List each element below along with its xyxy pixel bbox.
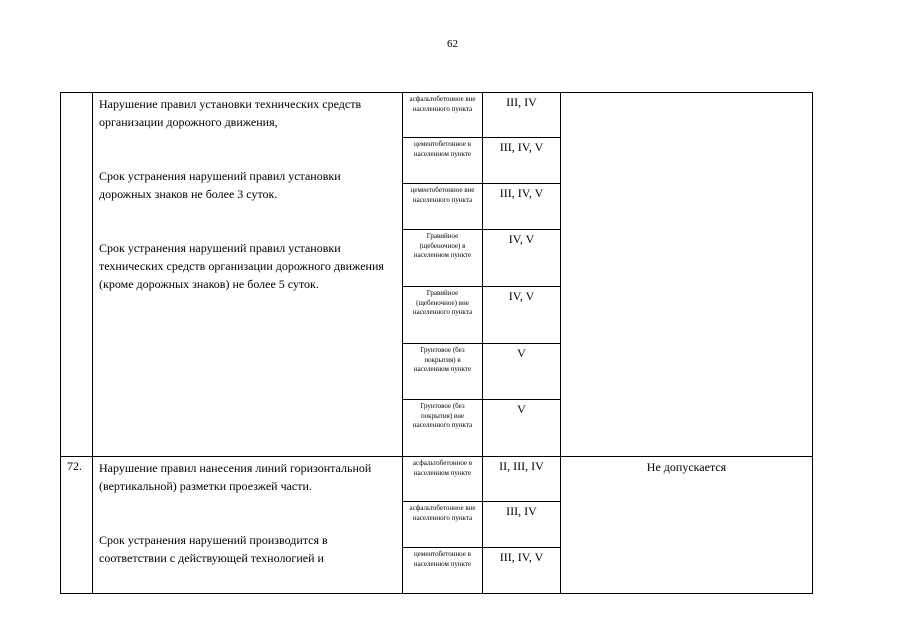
road-surface-type: асфальтобетонное в населенном пункте <box>403 457 483 502</box>
road-surface-type: Гравийное (щебеночное) в населенном пункте <box>403 230 483 287</box>
table-row <box>61 93 813 138</box>
violation-description <box>93 93 403 457</box>
requirements-table <box>60 92 813 594</box>
table-row <box>61 457 813 502</box>
road-surface-type: цементобетонное в населенном пункте <box>403 548 483 594</box>
road-surface-type: асфальтобетонное вне населенного пункта <box>403 93 483 138</box>
road-surface-type: цементобетонное вне населенного пункта <box>403 184 483 230</box>
road-surface-type: Грунтовое (без покрытия) в населенном пункте <box>403 344 483 400</box>
requirement-cell: Не допускается <box>561 457 813 594</box>
road-category: III, IV <box>483 502 561 548</box>
requirement-cell <box>561 93 813 457</box>
road-surface-type: асфальтобетонное вне населенного пункта <box>403 502 483 548</box>
description-paragraph: Срок устранения нарушений правил установки технических средств организации дорожного движения (кроме дорожных знаков) не более 5 суток. <box>99 241 384 291</box>
road-category: III, IV, V <box>483 548 561 594</box>
road-surface-type: цементобетонное в населенном пункте <box>403 138 483 184</box>
road-category: III, IV <box>483 93 561 138</box>
road-surface-type: Грунтовое (без покрытия) вне населенного пункта <box>403 400 483 457</box>
road-category: II, III, IV <box>483 457 561 502</box>
description-paragraph: Нарушение правил нанесения линий горизонтальной (вертикальной) разметки проезжей части. <box>99 461 372 493</box>
description-paragraph: Нарушение правил установки технических средств организации дорожного движения, <box>99 97 362 129</box>
violation-description <box>93 457 403 594</box>
road-category: III, IV, V <box>483 184 561 230</box>
road-surface-type: Гравийное (щебеночное) вне населенного пункта <box>403 287 483 344</box>
item-number <box>61 93 93 457</box>
road-category: III, IV, V <box>483 138 561 184</box>
road-category: IV, V <box>483 287 561 344</box>
road-category: V <box>483 344 561 400</box>
item-number: 72. <box>61 457 93 594</box>
road-category: IV, V <box>483 230 561 287</box>
road-category: V <box>483 400 561 457</box>
description-paragraph: Срок устранения нарушений производится в соответствии с действующей технологией и <box>99 533 328 565</box>
page-number: 62 <box>447 38 458 50</box>
description-paragraph: Срок устранения нарушений правил установки дорожных знаков не более 3 суток. <box>99 169 341 201</box>
